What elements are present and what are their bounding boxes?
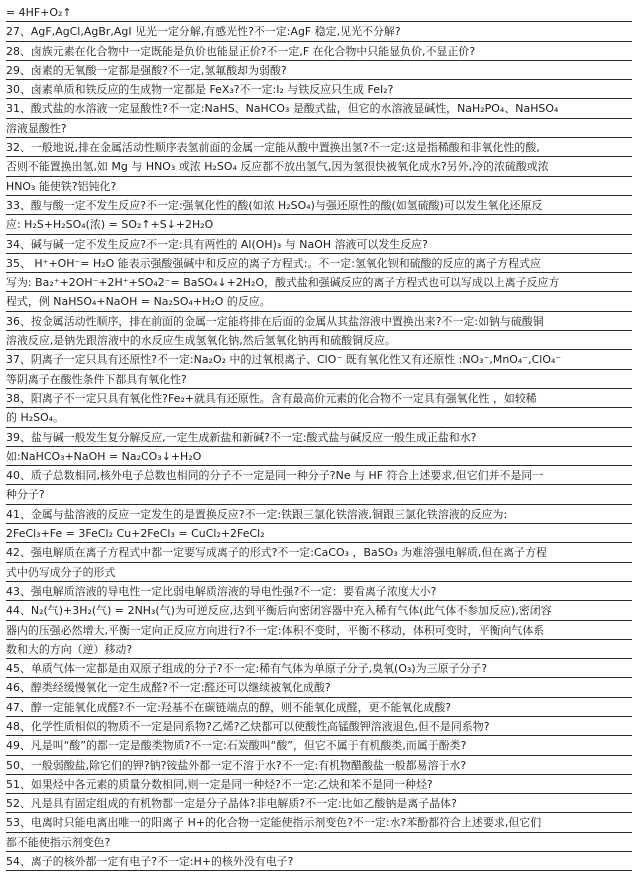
- text-line: 41、金属与盐溶液的反应一定发生的是置换反应?不一定:铁跟三氯化铁溶液,铜跟三氯化铁溶液的反应为:: [6, 505, 632, 524]
- text-line: 43、强电解质溶液的导电性一定比弱电解质溶液的导电性强?不一定：要看离子浓度大小?: [6, 582, 632, 601]
- text-line: 38、阳离子不一定只具有氧化性?Fe₂+就具有还原性。含有最高价元素的化合物不一定具有强氧化性 ，如较稀: [6, 389, 632, 408]
- text-line: 53、电离时只能电离出唯一的阳离子 H+的化合物一定能使指示剂变色?不一定:水?苯酚都符合上述要求,但它们: [6, 813, 632, 832]
- text-line: 器内的压强必然增大,平衡一定向正反应方向进行?不一定:体积不变时，平衡不移动，体积可变时，平衡向气体系: [6, 621, 632, 640]
- text-line: 程式，例 NaHSO₄+NaOH = Na₂SO₄+H₂O 的反应。: [6, 292, 632, 311]
- text-line: 37、阴离子一定只具有还原性?不一定:Na₂O₂ 中的过氧根离子、ClO⁻ 既有氧化性又有还原性 :NO₃⁻,MnO₄⁻,ClO₄⁻: [6, 350, 632, 369]
- text-line: 的 H₂SO₄。: [6, 408, 632, 427]
- text-line: 都不能使指示剂变色?: [6, 833, 632, 852]
- text-line: 式中仍写成分子的形式: [6, 563, 632, 582]
- text-line: 种分子?: [6, 485, 632, 504]
- text-line: 写为: Ba₂⁺+2OH⁻+2H⁺+SO₄2⁻= BaSO₄↓+2H₂O，酸式盐和强碱反应的离子方程式也可以写成以上离子反应方: [6, 273, 632, 292]
- text-line: 数和大的方向（逆）移动?: [6, 640, 632, 659]
- text-line: 否则不能置换出氢,如 Mg 与 HNO₃ 或浓 H₂SO₄ 反应都不放出氢气,因为氢很快被氧化成水?另外,冷的浓硫酸或浓: [6, 157, 632, 176]
- text-line: 如:NaHCO₃+NaOH = Na₂CO₃↓+H₂O: [6, 447, 632, 466]
- text-line: 45、单质气体一定都是由双原子组成的分子?不一定:稀有气体为单原子分子,臭氧(O₃)为三原子分子?: [6, 659, 632, 678]
- text-line: 34、碱与碱一定不发生反应?不一定:具有两性的 Al(OH)₃ 与 NaOH 溶液可以发生反应?: [6, 235, 632, 254]
- text-line: = 4HF+O₂↑: [6, 3, 632, 22]
- text-line: 46、醇类经缓慢氧化一定生成醛?不一定:醛还可以继续被氧化成酸?: [6, 678, 632, 697]
- text-line: 溶液反应,是钠先跟溶液中的水反应生成氢氧化钠,然后氢氧化钠再和硫酸铜反应。: [6, 331, 632, 350]
- text-line: 52、凡是具有固定组成的有机物都一定是分子晶体?非电解质?不一定:比如乙酸钠是离子晶体?: [6, 794, 632, 813]
- text-line: 39、盐与碱一般发生复分解反应,一定生成新盐和新碱?不一定:酸式盐与碱反应一般生成正盐和水?: [6, 428, 632, 447]
- text-line: 48、化学性质相似的物质不一定是同系物?乙烯?乙炔都可以使酸性高锰酸钾溶液退色,但不是同系物?: [6, 717, 632, 736]
- text-line: 应: H₂S+H₂SO₄(浓) = SO₂↑+S↓+2H₂O: [6, 215, 632, 234]
- text-line: 31、酸式盐的水溶液一定显酸性?不一定:NaHS、NaHCO₃ 是酸式盐，但它的水溶液显碱性，NaH₂PO₄、NaHSO₄: [6, 99, 632, 118]
- text-line: 32、一般地说,排在金属活动性顺序表氢前面的金属一定能从酸中置换出氢?不一定:这是指稀酸和非氧化性的酸,: [6, 138, 632, 157]
- text-line: 35、 H⁺+OH⁻= H₂O 能表示强酸强碱中和反应的离子方程式:。不一定:氢氧化钡和硫酸的反应的离子方程式应: [6, 254, 632, 273]
- text-line: 29、卤素的无氧酸一定都是强酸?不一定,氢氟酸却为弱酸?: [6, 61, 632, 80]
- text-line: 44、N₂(气)+3H₂(气) = 2NH₃(气)为可逆反应,达到平衡后向密闭容器中充入稀有气体(此气体不参加反应),密闭容: [6, 601, 632, 620]
- text-line: HNO₃ 能使铁?铝钝化?: [6, 177, 632, 196]
- text-line: 溶液显酸性?: [6, 119, 632, 138]
- text-line: 50、一般弱酸盐,除它们的钾?钠?铵盐外都一定不溶于水?不一定:有机物醋酸盐一般都易溶于水?: [6, 756, 632, 775]
- text-line: 27、AgF,AgCl,AgBr,AgI 见光一定分解,有感光性?不一定:AgF 稳定,见光不分解?: [6, 22, 632, 41]
- text-line: 等阴离子在酸性条件下都具有氧化性?: [6, 370, 632, 389]
- text-line: 49、凡是叫“酸”的都一定是酸类物质?不一定:石炭酸叫“酸”，但它不属于有机酸类,而属于酚类?: [6, 736, 632, 755]
- text-line: 54、离子的核外都一定有电子?不一定:H+的核外没有电子?: [6, 852, 632, 871]
- text-line: 33、酸与酸一定不发生反应?不一定:强氧化性的酸(如浓 H₂SO₄)与强还原性的酸(如氢硫酸)可以发生氧化还原反: [6, 196, 632, 215]
- text-line: 51、如果烃中各元素的质量分数相同,则一定是同一种烃?不一定:乙炔和苯不是同一种烃?: [6, 775, 632, 794]
- text-line: 30、卤素单质和铁反应的生成物一定都是 FeX₃?不一定:I₂ 与铁反应只生成 FeI₂?: [6, 80, 632, 99]
- text-line: 2FeCl₃+Fe = 3FeCl₂ Cu+2FeCl₃ = CuCl₂+2FeCl₂: [6, 524, 632, 543]
- text-line: 40、质子总数相同,核外电子总数也相同的分子不一定是同一种分子?Ne 与 HF 符合上述要求,但它们并不是同一: [6, 466, 632, 485]
- text-line: 47、醇一定能氧化成醛?不一定:羟基不在碳链端点的醇，则不能氧化成醛，更不能氧化成酸?: [6, 698, 632, 717]
- text-line: 28、卤族元素在化合物中一定既能是负价也能显正价?不一定,F 在化合物中只能显负价,不显正价?: [6, 42, 632, 61]
- text-line: 42、强电解质在离子方程式中都一定要写成离子的形式?不一定:CaCO₃ ，BaSO₃ 为难溶强电解质,但在离子方程: [6, 543, 632, 562]
- text-line: 36、按金属活动性顺序，排在前面的金属一定能将排在后面的金属从其盐溶液中置换出来?不一定:如钠与硫酸铜: [6, 312, 632, 331]
